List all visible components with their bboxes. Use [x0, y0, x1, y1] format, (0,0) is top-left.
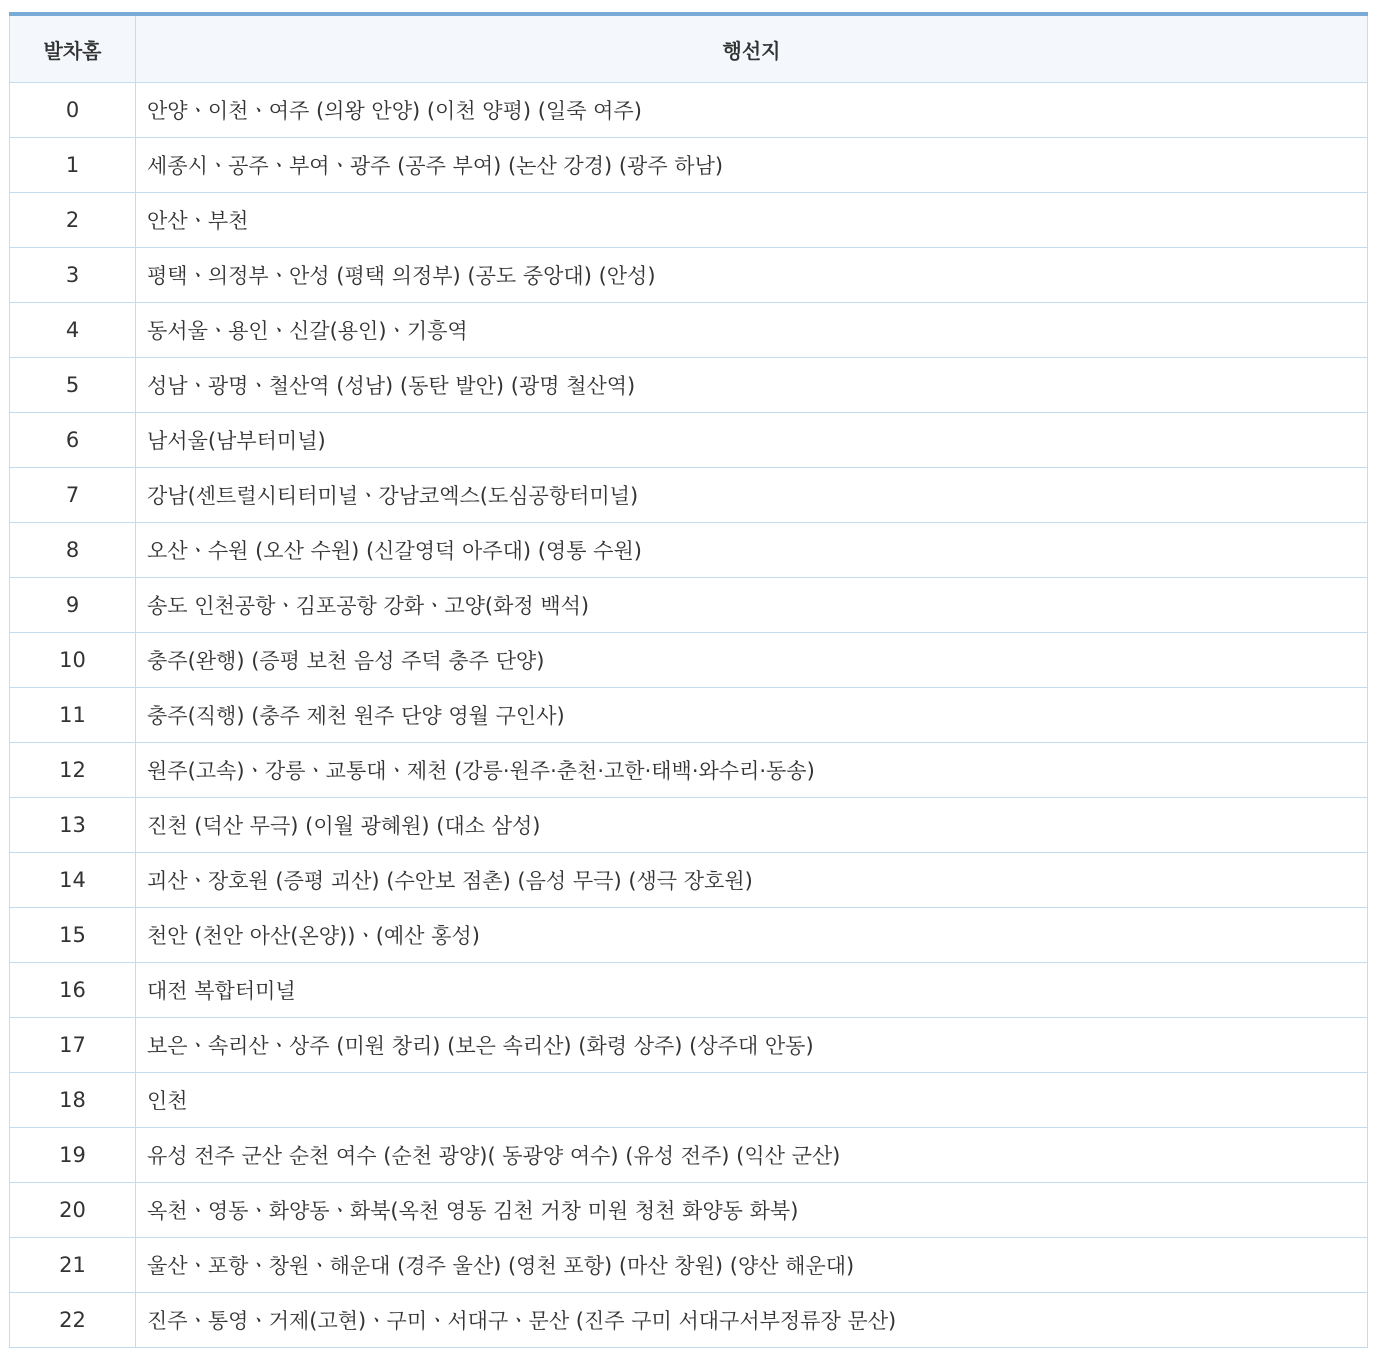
- destination-text: 평택ㆍ의정부ㆍ안성 (평택 의정부) (공도 중앙대) (안성): [136, 248, 1368, 303]
- table-row: [10, 743, 1368, 798]
- table-row: [10, 1293, 1368, 1348]
- destination-text: 대전 복합터미널: [136, 963, 1368, 1018]
- table-row: [10, 193, 1368, 248]
- header-platform: 발차홈: [10, 14, 136, 83]
- platform-destination-table: [9, 12, 1368, 1348]
- header-destination: 행선지: [136, 14, 1368, 83]
- table-row: [10, 468, 1368, 523]
- platform-number: 10: [10, 633, 136, 688]
- table-row: [10, 908, 1368, 963]
- destination-text: 오산ㆍ수원 (오산 수원) (신갈영덕 아주대) (영통 수원): [136, 523, 1368, 578]
- table-row: [10, 248, 1368, 303]
- table-header-row: [10, 14, 1368, 83]
- table-row: [10, 798, 1368, 853]
- table-row: [10, 358, 1368, 413]
- table-row: [10, 523, 1368, 578]
- platform-number: 20: [10, 1183, 136, 1238]
- destination-text: 인천: [136, 1073, 1368, 1128]
- table-row: [10, 688, 1368, 743]
- platform-number: 22: [10, 1293, 136, 1348]
- destination-text: 송도 인천공항ㆍ김포공항 강화ㆍ고양(화정 백석): [136, 578, 1368, 633]
- platform-number: 4: [10, 303, 136, 358]
- platform-number: 1: [10, 138, 136, 193]
- destination-text: 성남ㆍ광명ㆍ철산역 (성남) (동탄 발안) (광명 철산역): [136, 358, 1368, 413]
- platform-number: 16: [10, 963, 136, 1018]
- table-row: [10, 1238, 1368, 1293]
- destination-text: 안양ㆍ이천ㆍ여주 (의왕 안양) (이천 양평) (일죽 여주): [136, 83, 1368, 138]
- table-body: [10, 83, 1368, 1348]
- destination-text: 강남(센트럴시티터미널ㆍ강남코엑스(도심공항터미널): [136, 468, 1368, 523]
- table-row: [10, 413, 1368, 468]
- destination-text: 보은ㆍ속리산ㆍ상주 (미원 창리) (보은 속리산) (화령 상주) (상주대 안동): [136, 1018, 1368, 1073]
- destination-text: 원주(고속)ㆍ강릉ㆍ교통대ㆍ제천 (강릉·원주·춘천·고한·태백·와수리·동송): [136, 743, 1368, 798]
- destination-text: 괴산ㆍ장호원 (증평 괴산) (수안보 점촌) (음성 무극) (생극 장호원): [136, 853, 1368, 908]
- platform-number: 21: [10, 1238, 136, 1293]
- platform-number: 13: [10, 798, 136, 853]
- table-row: [10, 1018, 1368, 1073]
- table-row: [10, 1073, 1368, 1128]
- platform-number: 19: [10, 1128, 136, 1183]
- destination-text: 남서울(남부터미널): [136, 413, 1368, 468]
- destination-text: 진주ㆍ통영ㆍ거제(고현)ㆍ구미ㆍ서대구ㆍ문산 (진주 구미 서대구서부정류장 문산): [136, 1293, 1368, 1348]
- platform-number: 14: [10, 853, 136, 908]
- platform-number: 6: [10, 413, 136, 468]
- platform-number: 7: [10, 468, 136, 523]
- table-row: [10, 138, 1368, 193]
- platform-number: 15: [10, 908, 136, 963]
- platform-number: 18: [10, 1073, 136, 1128]
- destination-text: 충주(완행) (증평 보천 음성 주덕 충주 단양): [136, 633, 1368, 688]
- platform-number: 17: [10, 1018, 136, 1073]
- platform-number: 3: [10, 248, 136, 303]
- table-row: [10, 83, 1368, 138]
- table-row: [10, 578, 1368, 633]
- platform-number: 9: [10, 578, 136, 633]
- platform-number: 11: [10, 688, 136, 743]
- table-row: [10, 853, 1368, 908]
- platform-number: 2: [10, 193, 136, 248]
- table-row: [10, 963, 1368, 1018]
- platform-number: 8: [10, 523, 136, 578]
- destination-text: 옥천ㆍ영동ㆍ화양동ㆍ화북(옥천 영동 김천 거창 미원 청천 화양동 화북): [136, 1183, 1368, 1238]
- platform-number: 12: [10, 743, 136, 798]
- destination-text: 천안 (천안 아산(온양))ㆍ(예산 홍성): [136, 908, 1368, 963]
- table-row: [10, 1128, 1368, 1183]
- table-row: [10, 633, 1368, 688]
- platform-table-wrapper: [9, 12, 1367, 1348]
- table-row: [10, 303, 1368, 358]
- table-row: [10, 1183, 1368, 1238]
- destination-text: 진천 (덕산 무극) (이월 광혜원) (대소 삼성): [136, 798, 1368, 853]
- destination-text: 세종시ㆍ공주ㆍ부여ㆍ광주 (공주 부여) (논산 강경) (광주 하남): [136, 138, 1368, 193]
- destination-text: 울산ㆍ포항ㆍ창원ㆍ해운대 (경주 울산) (영천 포항) (마산 창원) (양산 해운대): [136, 1238, 1368, 1293]
- destination-text: 동서울ㆍ용인ㆍ신갈(용인)ㆍ기흥역: [136, 303, 1368, 358]
- platform-number: 5: [10, 358, 136, 413]
- destination-text: 유성 전주 군산 순천 여수 (순천 광양)( 동광양 여수) (유성 전주) (익산 군산): [136, 1128, 1368, 1183]
- destination-text: 안산ㆍ부천: [136, 193, 1368, 248]
- destination-text: 충주(직행) (충주 제천 원주 단양 영월 구인사): [136, 688, 1368, 743]
- platform-number: 0: [10, 83, 136, 138]
